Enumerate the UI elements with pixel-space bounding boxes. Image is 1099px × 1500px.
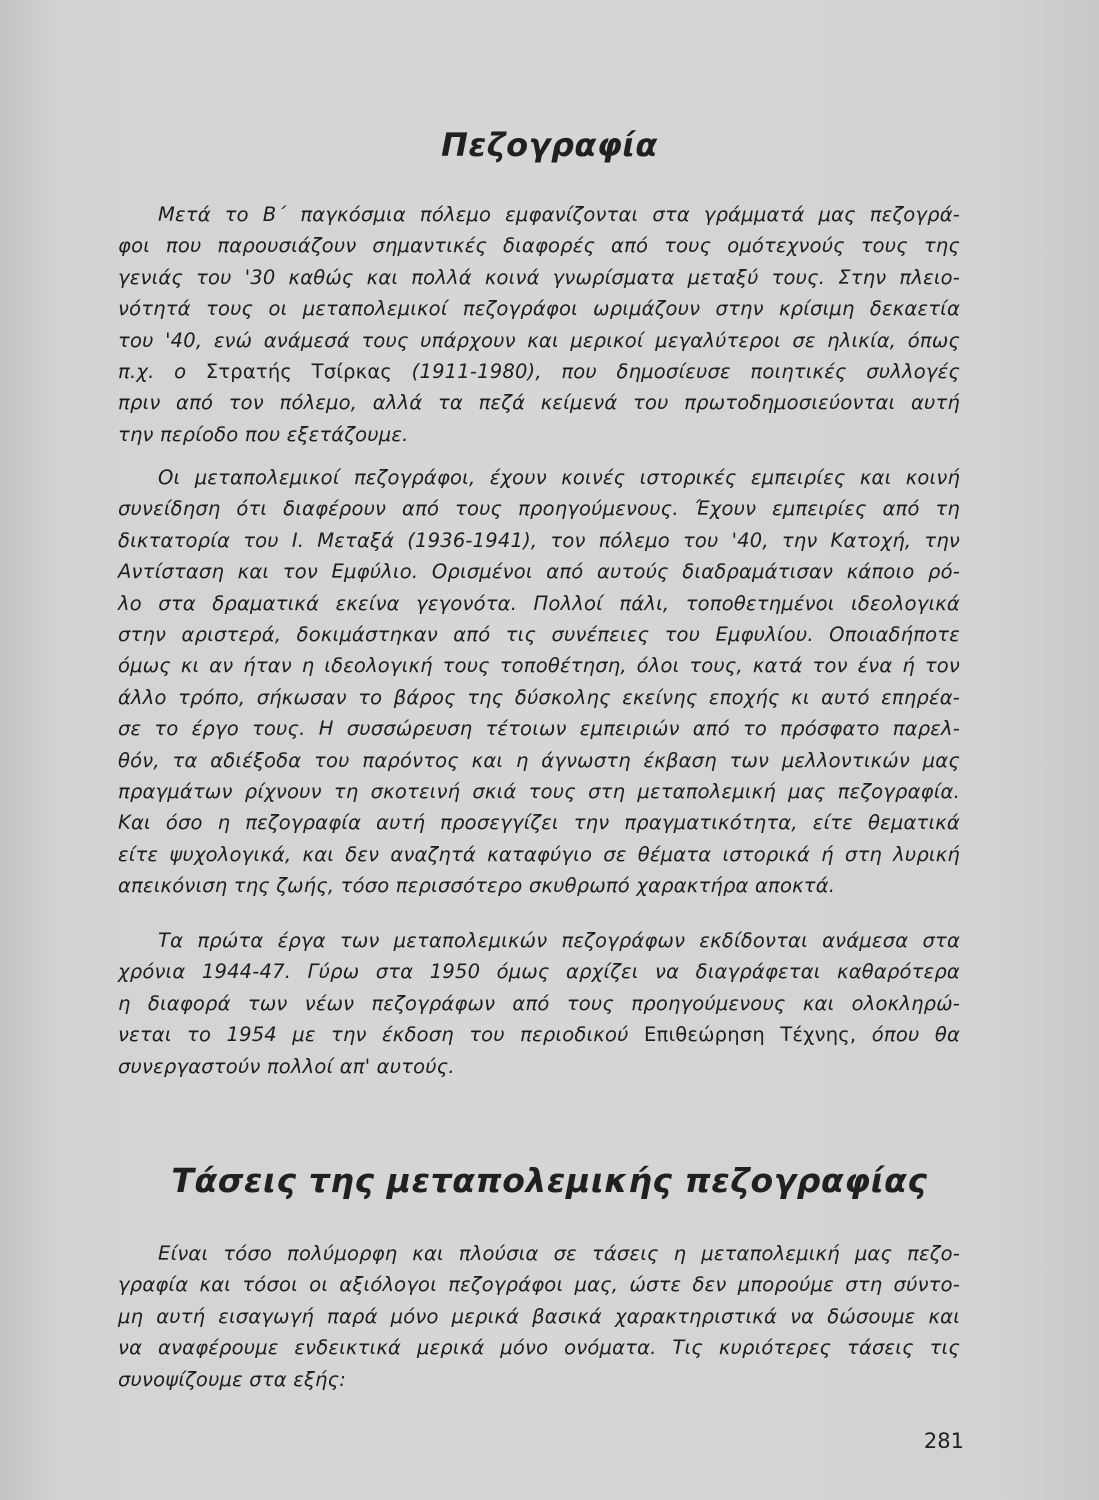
text-line: μη αυτή εισαγωγή παρά μόνο μερικά βασικά χαρακτηριστικά να δώσουμε και: [118, 1304, 960, 1328]
text-line: συνεργαστούν πολλοί απ' αυτούς.: [118, 1054, 455, 1078]
text-fragment: νεται το 1954 με την έκδοση του περιοδικού: [118, 1023, 629, 1047]
paragraph-3: [118, 925, 960, 1082]
text-line: [118, 1019, 960, 1050]
text-line: γενιάς του '30 καθώς και πολλά κοινά γνωρίσματα μεταξύ τους. Στην πλειο-: [118, 265, 960, 289]
author-name: Στρατής Τσίρκας: [205, 359, 393, 383]
section-heading: Τάσεις της μεταπολεμικής πεζογραφίας: [171, 1161, 928, 1200]
text-line: πραγμάτων ρίχνουν τη σκοτεινή σκιά τους στη μεταπολεμική μας πεζογραφία.: [118, 779, 960, 803]
text-line: να αναφέρουμε ενδεικτικά μερικά μόνο ονόματα. Τις κυριότερες τάσεις τις: [118, 1336, 960, 1360]
paragraph-2: [118, 462, 960, 901]
text-line: συνείδηση ότι διαφέρουν από τους προηγούμενους. Έχουν εμπειρίες από τη: [118, 497, 960, 521]
text-line: συνοψίζουμε στα εξής:: [118, 1367, 347, 1391]
text-line: θόν, τα αδιέξοδα του παρόντος και η άγνωστη έκβαση των μελλοντικών μας: [118, 748, 960, 772]
paragraph-1: [118, 199, 960, 450]
text-line: η διαφορά των νέων πεζογράφων από τους προηγούμενους και ολοκληρώ-: [118, 991, 960, 1015]
text-line: είτε ψυχολογικά, και δεν αναζητά καταφύγιο σε θέματα ιστορικά ή στη λυρική: [118, 842, 960, 866]
text-line: Μετά το Β΄ παγκόσμια πόλεμο εμφανίζονται στα γράμματά μας πεζογρά-: [158, 203, 960, 226]
text-line: φοι που παρουσιάζουν σημαντικές διαφορές από τους ομότεχνούς τους της: [118, 234, 960, 258]
text-line: νότητά τους οι μεταπολεμικοί πεζογράφοι ωριμάζουν στην κρίσιμη δεκαετία: [118, 297, 960, 321]
page-title: Πεζογραφία: [441, 126, 658, 164]
text-line: [118, 356, 960, 387]
text-line: την περίοδο που εξετάζουμε.: [118, 422, 409, 446]
text-line: απεικόνιση της ζωής, τόσο περισσότερο σκυθρωπό χαρακτήρα αποκτά.: [118, 874, 836, 898]
text-line: του '40, ενώ ανάμεσά τους υπάρχουν και μερικοί μεγαλύτεροι σε ηλικία, όπως: [118, 328, 960, 352]
text-line: δικτατορία του Ι. Μεταξά (1936-1941), τον πόλεμο του '40, την Κατοχή, την: [118, 528, 960, 552]
text-line: στην αριστερά, δοκιμάστηκαν από τις συνέπειες του Εμφυλίου. Οποιαδήποτε: [118, 622, 960, 646]
text-line: άλλο τρόπο, σήκωσαν το βάρος της δύσκολης εκείνης εποχής κι αυτό επηρέα-: [118, 685, 960, 709]
paragraph-4: [118, 1238, 960, 1395]
text-line: πριν από τον πόλεμο, αλλά τα πεζά κείμενά του πρωτοδημοσιεύονται αυτή: [118, 391, 960, 415]
text-line: Τα πρώτα έργα των μεταπολεμικών πεζογράφων εκδίδονται ανάμεσα στα: [158, 929, 960, 952]
text-line: Οι μεταπολεμικοί πεζογράφοι, έχουν κοινές ιστορικές εμπειρίες και κοινή: [158, 466, 960, 489]
text-line: Και όσο η πεζογραφία αυτή προσεγγίζει την πραγματικότητα, είτε θεματικά: [118, 811, 960, 835]
text-fragment: όπου θα: [871, 1023, 961, 1047]
text-line: λο στα δραματικά εκείνα γεγονότα. Πολλοί πάλι, τοποθετημένοι ιδεολογικά: [118, 591, 960, 615]
text-line: Αντίσταση και τον Εμφύλιο. Ορισμένοι από αυτούς διαδραμάτισαν κάποιο ρό-: [118, 560, 960, 584]
page-number: 281: [923, 1429, 964, 1453]
text-fragment: π.χ. ο: [118, 359, 187, 383]
text-line: όμως κι αν ήταν η ιδεολογική τους τοποθέτηση, όλοι τους, κατά τον ένα ή τον: [118, 654, 960, 678]
text-fragment: (1911-1980), που δημοσίευσε ποιητικές συλλογές: [411, 359, 960, 383]
journal-name: Επιθεώρηση Τέχνης,: [644, 1023, 857, 1047]
text-line: Είναι τόσο πολύμορφη και πλούσια σε τάσεις η μεταπολεμική μας πεζο-: [158, 1242, 960, 1265]
text-line: χρόνια 1944-47. Γύρω στα 1950 όμως αρχίζει να διαγράφεται καθαρότερα: [118, 960, 960, 984]
text-line: σε το έργο τους. Η συσσώρευση τέτοιων εμπειριών από το πρόσφατο παρελ-: [118, 717, 960, 741]
text-line: γραφία και τόσοι οι αξιόλογοι πεζογράφοι μας, ώστε δεν μπορούμε στη σύντο-: [118, 1273, 960, 1297]
